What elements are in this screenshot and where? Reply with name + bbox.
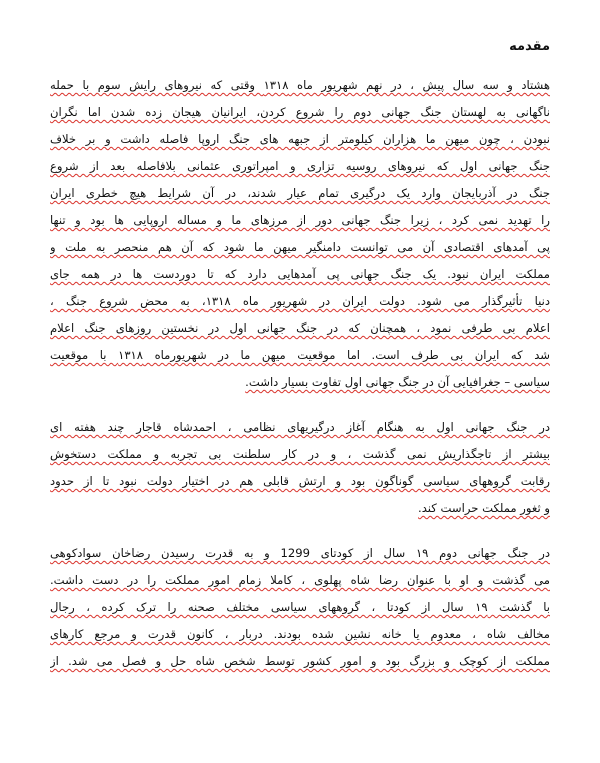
paragraph-line: و ثغور مملکت حراست کند. bbox=[418, 501, 550, 515]
paragraph-line: می گذشت و او با عنوان رضا شاه پهلوی ، کاملا زمام امور مملکت را در دست داشت. bbox=[50, 573, 550, 587]
paragraph-1 bbox=[50, 72, 550, 396]
paragraph-line: در جنگ جهانی دوم ۱۹ سال از کودتای 1299 و به قدرت رسیدن رضاخان سوادکوهی bbox=[50, 546, 550, 560]
paragraph-line: پی آمدهای اقتصادی آن می توانست دامنگیر میهن ما شود که آن هم منحصر به ملت و bbox=[50, 240, 550, 254]
paragraph-line: ناگهانی به لهستان جنگ جهانی دوم را شروع کردن، ایرانیان هیجان زده شدن اما نگران bbox=[50, 105, 550, 119]
paragraph-line: با گذشت ۱۹ سال از کودتا ، گروههای سیاسی مختلف صحنه را ترک کرده ، رجال bbox=[50, 600, 550, 614]
paragraph-line: نبودن ، چون میهن ما هزاران کیلومتر از جبهه های جنگ اروپا فاصله داشت و بر خلاف bbox=[50, 132, 550, 146]
paragraph-line: اعلام بی طرفی نمود ، همچنان که در جنگ جهانی اول در نخستین روزهای جنگ اعلام bbox=[50, 321, 550, 335]
paragraph-line: شد که ایران بی طرف است. اما موقعیت میهن ما در شهریورماه ۱۳۱۸ با موقعیت bbox=[50, 348, 550, 362]
paragraph-line: مملکت از کوچک و بزرگ بود و امور کشور توسط شخص شاه حل و فصل می شد. از bbox=[50, 654, 550, 668]
document-heading: مقدمه bbox=[509, 39, 550, 54]
paragraph-line: مملکت ایران نبود. یک جنگ جهانی پی آمدهایی دارد که تا دوردست ها در همه جای bbox=[50, 267, 550, 281]
paragraph-line: در جنگ جهانی اول به هنگام آغاز درگیریهای نظامی ، احمدشاه قاجار چند هفته ای bbox=[50, 420, 550, 434]
paragraph-2 bbox=[50, 414, 550, 522]
paragraph-line: جنگ جهانی اول که نیروهای روسیه تزاری و امپراتوری عثمانی بلافاصله بعد از شروع bbox=[50, 159, 550, 173]
document-body bbox=[50, 72, 550, 675]
paragraph-line: رقابت گروههای سیاسی گوناگون بود و ارتش قابلی هم در اختیار دولت نبود تا از حدود bbox=[50, 474, 550, 488]
paragraph-line: بیشتر از تاجگذاریش نمی گذشت ، و در کار سلطنت بی تجربه و مملکت دستخوش bbox=[50, 447, 550, 461]
paragraph-line: مخالف شاه ، معدوم یا خانه نشین شده بودند. دربار ، کانون قدرت و مرجع کارهای bbox=[50, 627, 550, 641]
paragraph-line: دنیا تأثیرگذار می شود. دولت ایران در شهریور ماه ۱۳۱۸، به محض شروع جنگ ، bbox=[50, 294, 550, 308]
paragraph-line: سیاسی – جغرافیایی آن در جنگ جهانی اول تفاوت بسیار داشت. bbox=[245, 375, 550, 389]
paragraph-line: را تهدید نمی کرد ، زیرا جنگ جهانی دور از مرزهای ما و مساله اروپایی ها بود و تنها bbox=[50, 213, 550, 227]
paragraph-line: هشتاد و سه سال پیش ، در نهم شهریور ماه ۱۳۱۸ وقتی که نیروهای رایش سوم با حمله bbox=[50, 78, 550, 92]
paragraph-3 bbox=[50, 540, 550, 675]
paragraph-line: جنگ در آذربایجان وارد یک درگیری تمام عیار شدند، در آن شرایط هیچ خطری ایران bbox=[50, 186, 550, 200]
